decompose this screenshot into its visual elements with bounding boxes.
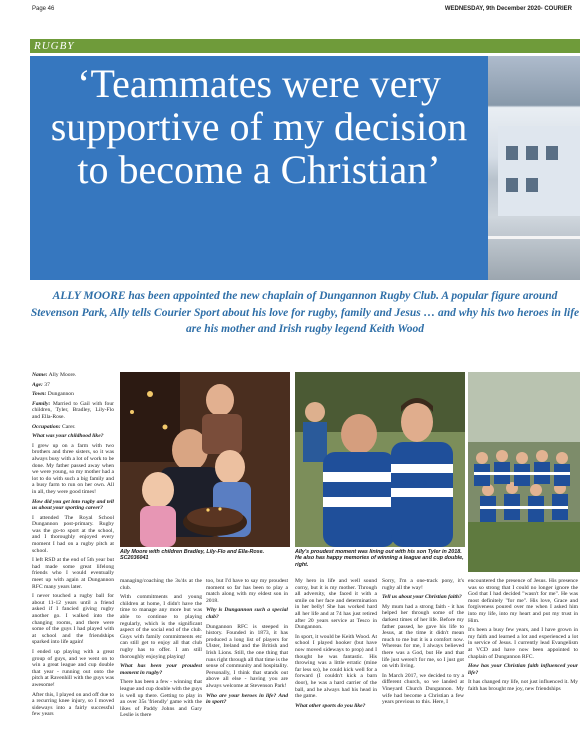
- article-column-6: [468, 578, 578, 734]
- occupation-label: Occupation:: [32, 423, 61, 430]
- name-label: Name:: [32, 372, 48, 378]
- article-column-3: [206, 578, 288, 734]
- photo-caption-2: Ally's proudest moment was lining out with his son Tyler in 2018. He also has happy memories of winning a league and cup double, right.: [295, 549, 464, 568]
- headline-box: [30, 56, 488, 280]
- paragraph: In sport, it would be Keith Wood. At school I played hooker (but have now moved sideways to prop) and I thought he was fantastic. His throwing was a little erratic (mine far less so), he could kick well for a forward (I couldn't kick a barn door), he was a hard carrier of the ball, and he always had his head in the game.: [295, 633, 377, 700]
- family-label: Family:: [32, 400, 51, 407]
- paragraph: I grew up on a farm with two brothers and three sisters, so it was always busy with a lot of work to be done. My father passed away when we were young, so my mother had a lot to do with such a big family and a busy farm to run on her own. All in all, they were good times!: [32, 442, 114, 495]
- question: How did you get into rugby and tell us about your sporting career?: [32, 498, 114, 512]
- occupation-value: Carer.: [60, 423, 76, 430]
- photo-caption-1: Ally Moore with children Bradley, Lily-Flo and Ella-Rose. SC2036041: [120, 549, 265, 562]
- pitch-rail: [488, 236, 580, 239]
- question: What has been your proudest moment in rugby?: [120, 663, 202, 676]
- question: Tell us about your Christian faith?: [382, 594, 462, 601]
- jersey-sponsor: Hobs: [335, 487, 358, 497]
- paragraph: Sorry, I'm a one-track pony, it's rugby all the way!: [382, 578, 464, 591]
- window: [506, 178, 518, 192]
- article-column-5: [382, 578, 464, 734]
- window: [506, 146, 518, 160]
- headline: ‘Teammates were very supportive of my decision to become a Christian’: [50, 61, 468, 192]
- standfirst: ALLY MOORE has been appointed the new chaplain of Dungannon Rugby Club. A popular figure around Stevenson Park, Ally tells Courier Sport about his love for rugby, family and Jesus … and why his two heroes in life are his mother and Irish rugby legend Keith Wood: [30, 290, 580, 335]
- paragraph: With commitments and young children at home, I didn't have the time to manage any more but was able to continue to playing regularly, which is the significant aspect of the social end of the club. Guys with family commitments etc can still get to enjoy all that club rugby has to offer. I am still thoroughly enjoying playing!: [120, 594, 202, 660]
- town-label: Town:: [32, 391, 47, 398]
- page-header: [32, 4, 580, 14]
- window: [546, 146, 558, 160]
- question: How has your Christian faith influenced your life?: [468, 663, 578, 676]
- team-photo: [468, 372, 580, 572]
- age-value: 37: [42, 381, 50, 388]
- family-photo: [120, 372, 290, 547]
- team-photo-illustration: [468, 372, 580, 572]
- paragraph: My hero in life and well sound corny, but it is my mother. Through all adversity, she faced it with a smile on her face and determination in her belly! She has worked hard all her life and at 74 has just retired after 20 years service at Tesco in Dungannon.: [295, 578, 377, 631]
- paragraph: My mum had a strong faith - it has helped her through some of the darkest times of her life. Before my father passed, he gave his life to Jesus, at the time it didn't mean much to me but it is a comfort now. Whereas for me, I always believed there was a God, but He and that life just weren't for me, so I just got on with living.: [382, 603, 464, 670]
- window: [526, 146, 538, 160]
- question: What other sports do you like?: [295, 702, 366, 709]
- paragraph: I attended The Royal School Dungannon post-primary. Rugby was the go-to sport at the school, and I thoroughly enjoyed every moment I had on a rugby pitch at school.: [32, 514, 114, 554]
- age-label: Age:: [32, 381, 43, 388]
- stadium-photo: [488, 56, 580, 280]
- question: Why is Dungannon such a special club?: [206, 607, 288, 620]
- article-column-1: [32, 372, 114, 734]
- jersey-sponsor-2: Electro: [400, 478, 428, 487]
- paragraph: too, but I'd have to say my proudest moment so far has been to play a match along with my eldest son in 2018.: [206, 578, 288, 604]
- paragraph: managing/coaching the 3s/4s at the club.: [120, 578, 202, 591]
- father-son-illustration: [295, 372, 465, 547]
- paragraph: Dungannon RFC is steeped in history. Founded in 1873, it has produced a long list of players for Ulster, Ireland and the British and Irish Lions. Still, the one thing that runs right through all that time is the sense of community and hospitality. Personally, I think that stands out above all else - having you are always welcome at Stevenson Park!: [206, 623, 288, 689]
- window: [526, 178, 538, 192]
- paragraph: I left RSD at the end of 5th year but had made some great lifelong friends who I would eventually meet up with again at Dungannon RFC many years later.: [32, 557, 114, 590]
- question: Who are your heroes in life? And in sport?: [206, 692, 288, 706]
- article-column-2: [120, 578, 202, 734]
- stadium-building: [498, 126, 580, 216]
- section-label: RUGBY: [30, 39, 580, 53]
- paragraph: In March 2017, we decided to try a different church, so we landed at Vineyard Church Dungannon. My wife had become a Christian a few years previous to this. Here, I: [382, 672, 464, 706]
- family-value: Married to Gail with four children, Tyler, Bradley, Lily-Flo and Ella-Rose.: [32, 400, 114, 420]
- paragraph: I ended up playing with a great group of guys, and we went on to win a great league and cup double that year - running out onto the pitch at Ravenhill with the guys was awesome!: [32, 648, 114, 688]
- page-number: Page 46: [32, 6, 55, 12]
- family-photo-illustration: [120, 372, 290, 547]
- name-value: Ally Moore.: [47, 372, 77, 378]
- paragraph: After this, I played on and off due to a recurring knee injury, so I moved sideways into a fairly successful few years: [32, 691, 114, 718]
- paragraph: I never touched a rugby ball for about 11-12 years until a friend asked if I fancied giving rugby another go. I walked into the changing rooms, and there were some of the guys I had played with at school and the friendships sparked into life again!: [32, 593, 114, 646]
- paragraph: encountered the presence of Jesus. His presence was so strong that I could no longer ignore the God that I had decided "wasn't for me". He was most definitely "for me". His love, Grace and forgiveness poured over me when I asked him into my life, into my heart and put my trust in Him.: [468, 578, 578, 624]
- issue-date: WEDNESDAY, 9th December 2020- COURIER: [444, 6, 572, 12]
- question: What was your childhood like?: [32, 433, 104, 440]
- paragraph: There has been a few - winning that league and cup double with the guys is well up there. Getting to play in an over 35s 'friendly' game with the likes of Paddy Johns and Gary Leslie is there: [120, 679, 202, 719]
- father-son-photo: [295, 372, 465, 547]
- town-value: Dungannon: [46, 391, 74, 398]
- paragraph: It's been a busy few years, and I have grown in my faith and learned a lot and experienced a lot in service of Jesus. I currently lead Evangelism at VCD and have now been appointed to chaplain of Dungannon RFC.: [468, 627, 578, 660]
- paragraph: It has changed my life, not just influenced it. My faith has brought me joy, new friendships: [468, 679, 578, 692]
- article-column-4: [295, 578, 377, 734]
